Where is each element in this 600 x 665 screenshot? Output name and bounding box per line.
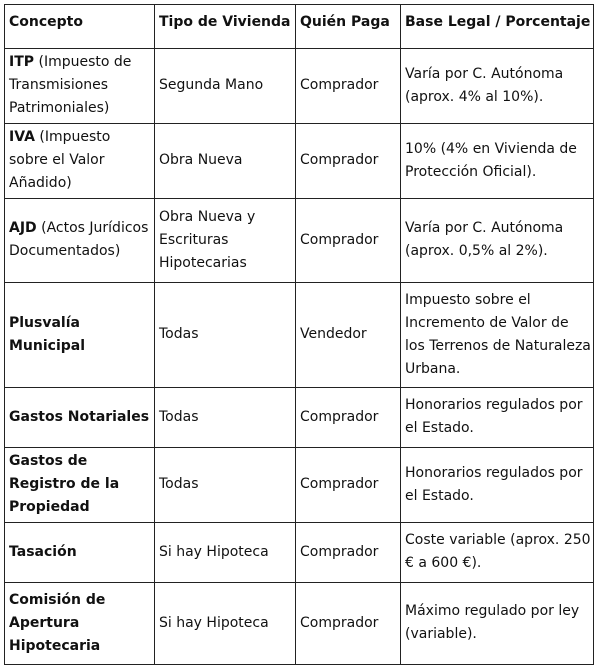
legal-basis-cell: 10% (4% en Vivienda de Protección Oficial). xyxy=(401,124,594,199)
concept-name: Plusvalía Municipal xyxy=(9,314,86,354)
concept-name: Comisión de Apertura Hipotecaria xyxy=(9,591,106,654)
concept-cell xyxy=(5,49,155,124)
concept-name: Tasación xyxy=(9,543,77,560)
payer-cell: Comprador xyxy=(296,124,401,199)
housing-type-cell: Obra Nueva xyxy=(155,124,296,199)
payer-cell: Vendedor xyxy=(296,283,401,388)
costs-table xyxy=(4,4,594,665)
concept-description: (Impuesto de Transmisiones Patrimoniales) xyxy=(9,54,132,116)
concept-description: (Impuesto sobre el Valor Añadido) xyxy=(9,129,111,191)
table-row xyxy=(5,124,594,199)
header-tipo-vivienda: Tipo de Vivienda xyxy=(155,5,296,49)
header-row xyxy=(5,5,594,49)
concept-cell xyxy=(5,523,155,583)
header-concepto: Concepto xyxy=(5,5,155,49)
payer-cell: Comprador xyxy=(296,583,401,665)
concept-name: Gastos de Registro de la Propiedad xyxy=(9,453,120,515)
concept-cell xyxy=(5,199,155,283)
payer-cell: Comprador xyxy=(296,388,401,448)
concept-name: IVA xyxy=(9,129,35,145)
table-row xyxy=(5,583,594,665)
concept-description: (Actos Jurídicos Documentados) xyxy=(9,220,149,259)
concept-cell xyxy=(5,448,155,523)
legal-basis-cell: Máximo regulado por ley (variable). xyxy=(401,583,594,665)
table-row xyxy=(5,523,594,583)
concept-cell xyxy=(5,388,155,448)
table-row xyxy=(5,49,594,124)
legal-basis-cell: Varía por C. Autónoma (aprox. 0,5% al 2%). xyxy=(401,199,594,283)
concept-name: ITP xyxy=(9,54,35,70)
housing-type-cell: Todas xyxy=(155,448,296,523)
legal-basis-cell: Honorarios regulados por el Estado. xyxy=(401,388,594,448)
payer-cell: Comprador xyxy=(296,448,401,523)
concept-cell xyxy=(5,283,155,388)
housing-type-cell: Si hay Hipoteca xyxy=(155,523,296,583)
housing-type-cell: Si hay Hipoteca xyxy=(155,583,296,665)
legal-basis-cell: Impuesto sobre el Incremento de Valor de los Terrenos de Naturaleza Urbana. xyxy=(401,283,594,388)
payer-cell: Comprador xyxy=(296,199,401,283)
concept-cell xyxy=(5,583,155,665)
header-base-legal: Base Legal / Porcentaje xyxy=(401,5,594,49)
housing-type-cell: Segunda Mano xyxy=(155,49,296,124)
housing-type-cell: Todas xyxy=(155,388,296,448)
table-row xyxy=(5,388,594,448)
housing-type-cell: Obra Nueva y Escrituras Hipotecarias xyxy=(155,199,296,283)
housing-type-cell: Todas xyxy=(155,283,296,388)
payer-cell: Comprador xyxy=(296,49,401,124)
header-quien-paga: Quién Paga xyxy=(296,5,401,49)
table-row xyxy=(5,199,594,283)
concept-name: AJD xyxy=(9,220,37,236)
legal-basis-cell: Honorarios regulados por el Estado. xyxy=(401,448,594,523)
payer-cell: Comprador xyxy=(296,523,401,583)
legal-basis-cell: Coste variable (aprox. 250 € a 600 €). xyxy=(401,523,594,583)
legal-basis-cell: Varía por C. Autónoma (aprox. 4% al 10%). xyxy=(401,49,594,124)
concept-cell xyxy=(5,124,155,199)
table-row xyxy=(5,448,594,523)
concept-name: Gastos Notariales xyxy=(9,408,150,425)
table-row xyxy=(5,283,594,388)
